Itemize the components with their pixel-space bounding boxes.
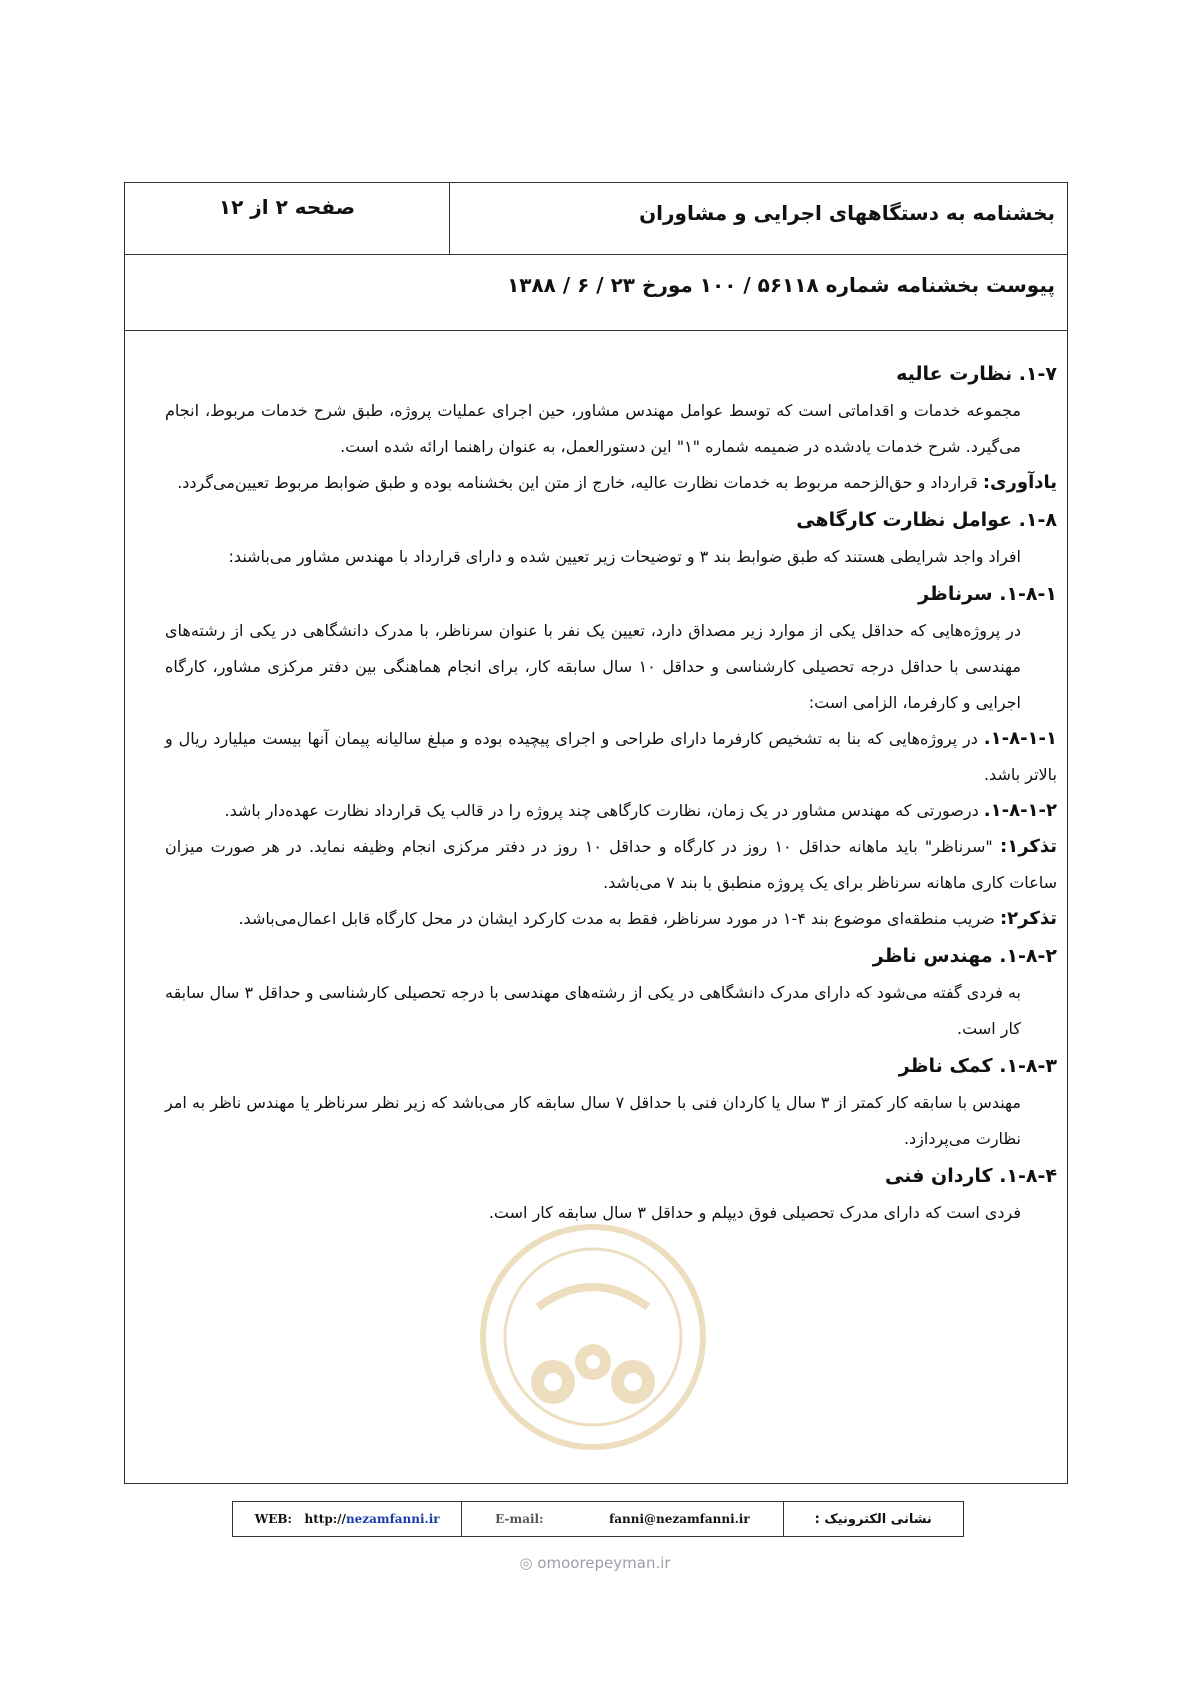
clause-1-8-1-2-text: درصورتی که مهندس مشاور در یک زمان، نظارت کارگاهی چند پروژه را در قالب یک قرارداد نظارت عهده‌دار باشد. (224, 801, 984, 820)
website-link[interactable]: nezamfanni.ir (345, 1512, 440, 1526)
email-link[interactable]: fanni@nezamfanni.ir (609, 1512, 750, 1526)
reminder-text: قرارداد و حق‌الزحمه مربوط به خدمات نظارت عالیه، خارج از متن این بخشنامه بوده و طبق ضوابط مربوط تعیین‌می‌گردد. (177, 473, 983, 492)
circular-title: بخشنامه به دستگاههای اجرایی و مشاوران (449, 183, 1067, 255)
notice-1-label: تذکر۱: (999, 836, 1058, 857)
web-label: WEB: (254, 1512, 292, 1526)
section-1-7-text: مجموعه خدمات و اقداماتی است که توسط عوامل مهندس مشاور، حین اجرای عملیات پروژه، طبق شرح خدمات مربوط، انجام می‌گیرد. شرح خدمات یادشده در ضمیمه شماره "۱" این دستورالعمل، به عنوان راهنما ارائه شده است. (165, 401, 1021, 456)
section-1-8-1-title: ۱-۸-۱. سرناظر (918, 583, 1057, 605)
email-label: E-mail: (495, 1512, 544, 1526)
clause-1-8-1-2 (165, 793, 1057, 829)
header-row (125, 183, 1067, 255)
annex-reference: پیوست بخشنامه شماره ۵۶۱۱۸ / ۱۰۰ مورخ ۲۳ / ۶ / ۱۳۸۸ (125, 255, 1067, 331)
document-frame (124, 182, 1068, 1484)
document-body (165, 355, 1057, 1231)
clause-1-8-1-1-label: ۱-۸-۱-۱. (983, 728, 1057, 749)
section-1-8-3-title: ۱-۸-۳. کمک ناظر (898, 1055, 1057, 1077)
section-1-8-4-title: ۱-۸-۴. کاردان فنی (884, 1165, 1057, 1187)
contact-footer (232, 1501, 964, 1537)
email-cell (462, 1502, 783, 1536)
notice-2-text: ضریب منطقه‌ای موضوع بند ۴-۱ در مورد سرناظر، فقط به مدت کارکرد ایشان در محل کارگاه قابل اعمال‌می‌باشد. (238, 909, 1000, 928)
reminder-label: یادآوری: (982, 472, 1057, 493)
electronic-address-label: نشانی الکترونیک : (814, 1511, 932, 1527)
website-cell (233, 1502, 462, 1536)
source-credit (0, 1554, 1190, 1572)
section-1-8-2-text: به فردی گفته می‌شود که دارای مدرک دانشگاهی در یکی از رشته‌های مهندسی با درجه تحصیلی کارشناسی و حداقل ۳ سال سابقه کار است. (165, 983, 1022, 1038)
clause-1-8-1-1-text: در پروژه‌هایی که بنا به تشخیص کارفرما دارای طراحی و اجرای پیچیده بوده و مبلغ سالیانه پیمان آنها بیست میلیارد ریال و بالاتر باشد. (165, 729, 1057, 784)
notice-1 (165, 829, 1057, 901)
notice-2 (165, 901, 1057, 937)
section-1-8-text: افراد واجد شرایطی هستند که طبق ضوابط بند ۳ و توضیحات زیر تعیین شده و دارای قرارداد با مهندس مشاور می‌باشند: (228, 547, 1021, 566)
reminder-note (165, 465, 1057, 501)
clause-1-8-1-2-label: ۱-۸-۱-۲. (983, 800, 1057, 821)
section-1-8-2-title: ۱-۸-۲. مهندس ناظر (872, 945, 1057, 967)
globe-icon: ◎ (519, 1554, 533, 1572)
page-number: صفحه ۲ از ۱۲ (218, 195, 356, 219)
clause-1-8-1-1 (165, 721, 1057, 793)
section-1-8-4-text: فردی است که دارای مدرک تحصیلی فوق دیپلم و حداقل ۳ سال سابقه کار است. (488, 1203, 1021, 1222)
notice-1-text: "سرناظر" باید ماهانه حداقل ۱۰ روز در کارگاه و حداقل ۱۰ روز در دفتر مرکزی انجام وظیفه نماید. در هر صورت میزان ساعات کاری ماهانه سرناظر برای یک پروژه منطبق با بند ۷ می‌باشد. (165, 837, 1057, 892)
section-1-8-3-text: مهندس با سابقه کار کمتر از ۳ سال یا کاردان فنی با حداقل ۷ سال سابقه کار می‌باشد که زیر نظر سرناظر یا مهندس ناظر به امر نظارت می‌پردازد. (165, 1093, 1022, 1148)
source-credit-text: omoorepeyman.ir (537, 1554, 671, 1572)
section-1-7-title: ۱-۷. نظارت عالیه (896, 363, 1057, 385)
web-prefix: http:// (304, 1512, 346, 1526)
section-1-8-1-text: در پروژه‌هایی که حداقل یکی از موارد زیر مصداق دارد، تعیین یک نفر با عنوان سرناظر، با مدرک دانشگاهی در یکی از رشته‌های مهندسی با حداقل درجه تحصیلی کارشناسی و حداقل ۱۰ سال سابقه کار، برای انجام هماهنگی بین دفتر مرکزی مشاور، کارگاه اجرایی و کارفرما، الزامی است: (165, 621, 1021, 712)
section-1-8-title: ۱-۸. عوامل نظارت کارگاهی (796, 509, 1057, 531)
notice-2-label: تذکر۲: (999, 908, 1057, 929)
